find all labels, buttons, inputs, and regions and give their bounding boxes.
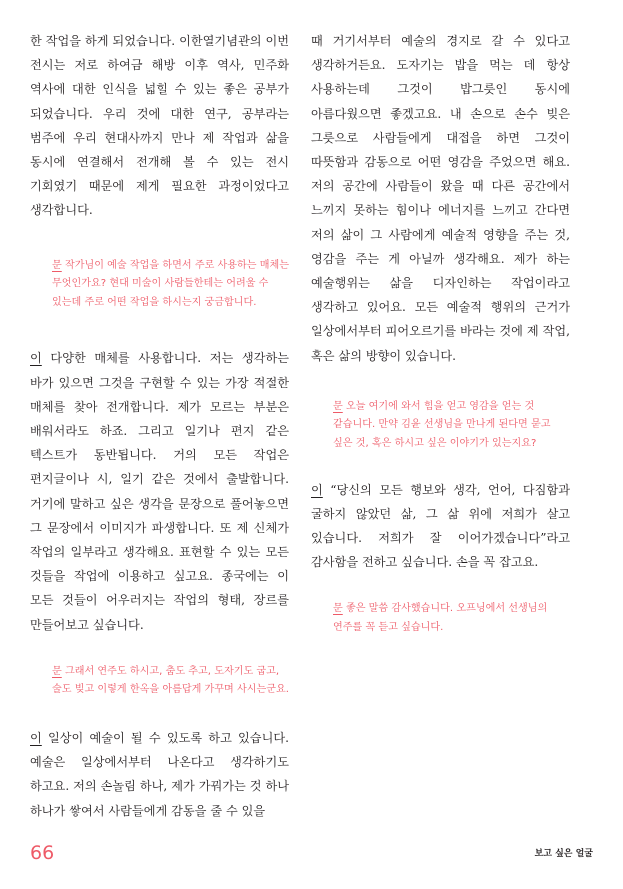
question-text: 작가님이 예술 작업을 하면서 주로 사용하는 매체는 무엇인가요? 현대 미술이 사람들한테는 어려울 수 있는데 주로 어떤 작업을 하시는지 궁금합니다. xyxy=(52,259,289,308)
question-text: 오늘 여기에 와서 힘을 얻고 영감을 얻는 것 같습니다. 만약 김윤 선생님을 만나게 된다면 묻고 싶은 것, 혹은 하시고 싶은 이야기가 있는지요? xyxy=(333,400,551,450)
interview-answer xyxy=(30,346,289,636)
left-column xyxy=(30,29,289,823)
answer-text: 일상이 예술이 될 수 있도록 하고 있습니다. 예술은 일상에서부터 나온다고 생각하기도 하고요. 저의 손놀림 하나, 제가 가꿔가는 것 하나 하나가 쌓여서 사람들에게 감동을 줄 수 있을 xyxy=(30,731,289,818)
body-paragraph: 한 작업을 하게 되었습니다. 이한열기념관의 이번 전시는 저로 하여금 해방 이후 역사, 민주화 역사에 대한 인식을 넓힐 수 있는 좋은 공부가 되었습니다. 우리 것에 대한 연구, 공부라는 범주에 우리 현대사까지 만나 제 작업과 삶을 동시에 연결해서 전개해 볼 수 있는 전시 기회였기 때문에 제게 필요한 과정이었다고 생각합니다. xyxy=(30,34,289,218)
interview-question xyxy=(311,398,570,454)
question-marker: 문 xyxy=(333,603,343,615)
question-text: 그래서 연주도 하시고, 춤도 추고, 도자기도 굽고, 술도 빚고 이렇게 한옥을 아름답게 가꾸며 사시는군요. xyxy=(52,665,289,696)
answer-text: 다양한 매체를 사용합니다. 저는 생각하는 바가 있으면 그것을 구현할 수 있는 가장 적절한 매체를 찾아 전개합니다. 제가 모르는 부분은 배워서라도 하죠. 그리고 일기나 편지 같은 텍스트가 동반됩니다. 거의 모든 작업은 편지글이나 시, 일기 같은 것에서 출발합니다. 거기에 말하고 싶은 생각을 문장으로 풀어놓으면 그 문장에서 이미지가 파생합니다. 또 제 신체가 작업의 일부라고 생각해요. 표현할 수 있는 모든 것들을 작업에 이용하고 싶고요. 종국에는 이 모든 것들이 어우러지는 작업의 형태, 장르를 만들어보고 싶습니다. xyxy=(30,351,289,632)
interview-answer xyxy=(311,478,570,575)
body-paragraph: 때 거기서부터 예술의 경지로 갈 수 있다고 생각하거든요. 도자기는 밥을 먹는 데 항상 사용하는데 그것이 밥그릇인 동시에 아름다웠으면 좋겠고요. 내 손으로 손수 빚은 그릇으로 사람들에게 대접을 하면 그것이 따뜻함과 감동으로 어떤 영감을 주었으면 해요. 저의 공간에 사람들이 왔을 때 다른 공간에서 느끼지 못하는 힘이나 에너지를 느끼고 간다면 저의 삶이 그 사람에게 예술적 영향을 주는 것, 영감을 주는 게 아닐까 생각해요. 제가 하는 예술행위는 삶을 디자인하는 작업이라고 생각하고 있어요. 모든 예술적 행위의 근거가 일상에서부터 피어오르기를 바라는 것에 제 작업, 혹은 삶의 방향이 있습니다. xyxy=(311,34,570,363)
right-column xyxy=(311,29,570,638)
running-section-title: 보고 싶은 얼굴 xyxy=(534,849,593,859)
page-number: 66 xyxy=(30,842,55,864)
question-text: 좋은 말씀 감사했습니다. 오프닝에서 선생님의 연주를 꼭 듣고 싶습니다. xyxy=(333,603,548,634)
interview-question xyxy=(30,257,289,313)
question-marker: 문 xyxy=(52,665,62,677)
interview-question xyxy=(311,600,570,637)
answer-marker: 이 xyxy=(30,731,42,746)
question-marker: 문 xyxy=(333,400,343,412)
answer-marker: 이 xyxy=(311,482,323,497)
question-marker: 문 xyxy=(52,259,62,271)
answer-text: “당신의 모든 행보와 생각, 언어, 다짐함과 굴하지 않았던 삶, 그 삶 위에 저희가 살고 있습니다. 저희가 잘 이어가겠습니다”라고 감사함을 전하고 싶습니다. 손을 꼭 잡고요. xyxy=(311,482,570,570)
interview-question xyxy=(30,663,289,700)
answer-marker: 이 xyxy=(30,351,42,366)
interview-answer xyxy=(30,726,289,823)
